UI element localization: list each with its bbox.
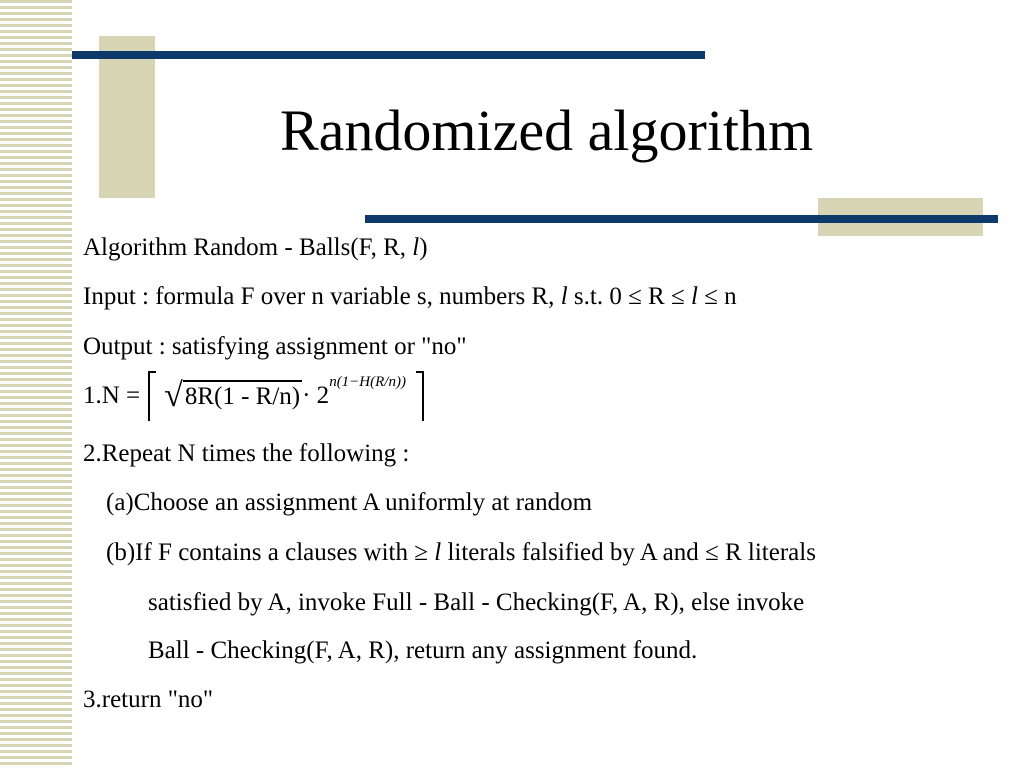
input-var2: l <box>690 283 698 310</box>
algorithm-header <box>83 232 428 264</box>
step1-radicand: 8R(1 - R/n) <box>183 380 302 412</box>
step2b-continuation-2: Ball - Checking(F, A, R), return any assignment found. <box>148 637 698 664</box>
step2b-var: l <box>434 539 442 566</box>
step2b-continuation-1: satisfied by A, invoke Full - Ball - Checking(F, A, R), else invoke <box>148 589 805 616</box>
header-close: ) <box>419 234 428 261</box>
input-text-b: s.t. 0 ≤ R ≤ <box>567 283 691 310</box>
sqrt-sign: √ <box>164 377 183 414</box>
input-text-a: Input : formula F over n variable s, numbers R, <box>83 283 561 310</box>
decorative-bottom-bar <box>365 215 998 223</box>
step2-line: 2.Repeat N times the following : <box>83 440 410 467</box>
step2a-line: (a)Choose an assignment A uniformly at random <box>106 489 593 516</box>
step2b-line <box>106 537 816 569</box>
ceiling-right <box>416 371 424 421</box>
slide-title: Randomized algorithm <box>280 98 814 163</box>
decorative-stripes <box>0 0 72 768</box>
step2b-text-b: literals falsified by A and ≤ R literals <box>441 539 816 566</box>
step1-exponent: n(1−H(R/n)) <box>329 374 406 390</box>
header-var: l <box>412 234 420 261</box>
output-line: Output : satisfying assignment or "no" <box>83 333 467 360</box>
decorative-tan-block-left <box>99 36 155 198</box>
step2b-text-a: (b)If F contains a clauses with ≥ <box>106 539 435 566</box>
step3-line: 3.return "no" <box>83 686 214 713</box>
header-text: Algorithm Random - Balls(F, R, <box>83 234 413 261</box>
ceiling-left <box>148 371 156 421</box>
step1-lhs: 1.N = <box>83 382 141 409</box>
input-var1: l <box>560 283 568 310</box>
step1-mid: · 2 <box>302 382 330 409</box>
decorative-top-bar <box>72 51 705 59</box>
input-text-c: ≤ n <box>697 283 737 310</box>
input-line <box>83 281 737 313</box>
step1-formula <box>83 366 424 426</box>
